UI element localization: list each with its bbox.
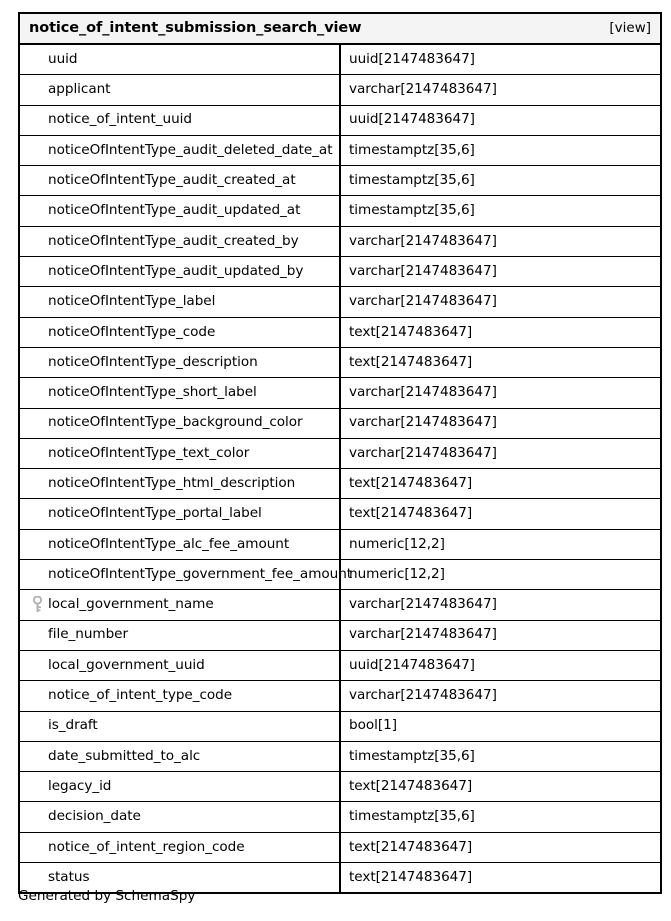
key-slot-empty: [27, 383, 48, 403]
key-slot-empty: [27, 444, 48, 464]
column-name-inner: [20, 348, 339, 377]
column-type-cell: [340, 135, 661, 165]
table-row: [19, 287, 661, 317]
column-name-label: noticeOfIntentType_government_fee_amount: [48, 565, 353, 582]
column-name-label: is_draft: [48, 717, 98, 734]
column-type-cell: [340, 620, 661, 650]
column-type-inner: [341, 227, 660, 256]
table-row: [19, 529, 661, 559]
column-name-label: decision_date: [48, 808, 141, 825]
column-name-label: noticeOfIntentType_short_label: [48, 384, 257, 401]
column-name-inner: [20, 621, 339, 650]
column-name-cell: [19, 590, 340, 620]
column-name-cell: [19, 741, 340, 771]
primary-key-icon: [27, 595, 48, 615]
column-type-label: numeric[12,2]: [349, 535, 445, 552]
column-type-label: text[2147483647]: [349, 838, 473, 855]
column-type-cell: [340, 650, 661, 680]
column-type-label: varchar[2147483647]: [349, 293, 497, 310]
column-type-label: text[2147483647]: [349, 475, 473, 491]
table-row: [19, 135, 661, 165]
column-type-inner: [341, 409, 660, 438]
column-type-inner: [341, 863, 660, 892]
column-type-cell: [340, 287, 661, 317]
column-name-cell: [19, 226, 340, 256]
column-name-inner: [20, 106, 339, 135]
column-type-inner: [341, 590, 660, 619]
column-type-label: varchar[2147483647]: [349, 262, 497, 279]
key-slot-empty: [27, 353, 48, 373]
column-type-label: text[2147483647]: [349, 323, 473, 340]
column-name-cell: [19, 44, 340, 75]
column-name-cell: [19, 620, 340, 650]
key-slot-empty: [27, 656, 48, 676]
column-type-inner: [341, 45, 660, 74]
column-name-inner: [20, 287, 339, 316]
column-name-label: status: [48, 868, 90, 885]
column-type-inner: [341, 742, 660, 771]
column-name-cell: [19, 317, 340, 347]
table-row: [19, 378, 661, 408]
column-type-label: varchar[2147483647]: [349, 626, 497, 643]
table-row: [19, 317, 661, 347]
column-name-cell: [19, 438, 340, 468]
column-type-cell: [340, 257, 661, 287]
column-type-label: timestamptz[35,6]: [349, 202, 475, 219]
table-row: [19, 347, 661, 377]
column-name-cell: [19, 257, 340, 287]
column-name-inner: [20, 772, 339, 801]
table-row: [19, 802, 661, 832]
column-type-inner: [341, 469, 660, 498]
column-name-label: noticeOfIntentType_background_color: [48, 414, 303, 431]
column-type-cell: [340, 44, 661, 75]
column-type-inner: [341, 499, 660, 528]
column-name-inner: [20, 166, 339, 195]
column-type-cell: [340, 75, 661, 105]
column-name-cell: [19, 560, 353, 590]
column-type-cell: [340, 469, 661, 499]
column-type-label: bool[1]: [349, 717, 397, 734]
column-name-label: applicant: [48, 81, 111, 98]
key-slot-empty: [27, 322, 48, 342]
column-type-label: timestamptz[35,6]: [349, 747, 475, 764]
column-name-label: noticeOfIntentType_audit_created_by: [48, 232, 299, 249]
column-name-inner: [20, 318, 339, 347]
table-row: [19, 44, 661, 75]
column-name-cell: [19, 529, 340, 559]
generated-by-footer: Generated by SchemaSpy: [18, 888, 196, 904]
column-type-label: timestamptz[35,6]: [349, 172, 475, 189]
table-row: [19, 408, 661, 438]
column-name-label: notice_of_intent_region_code: [48, 838, 245, 855]
column-name-inner: [20, 227, 339, 256]
column-name-label: noticeOfIntentType_html_description: [48, 475, 296, 491]
column-name-inner: [20, 378, 339, 407]
column-name-inner: [20, 681, 339, 710]
column-name-inner: [20, 712, 339, 741]
table-row: [19, 469, 661, 499]
key-slot-empty: [27, 686, 48, 706]
column-type-label: varchar[2147483647]: [349, 444, 497, 461]
column-type-cell: [340, 347, 661, 377]
key-slot-empty: [27, 777, 48, 797]
table-row: [19, 590, 661, 620]
column-name-cell: [19, 499, 340, 529]
key-slot-empty: [27, 565, 48, 585]
column-name-label: noticeOfIntentType_portal_label: [48, 505, 262, 522]
column-type-cell: [340, 166, 661, 196]
schema-table-body: [19, 13, 661, 44]
column-type-inner: [341, 681, 660, 710]
key-slot-empty: [27, 746, 48, 766]
column-name-label: file_number: [48, 626, 129, 643]
column-name-cell: [19, 408, 340, 438]
table-kind-label: [view]: [609, 19, 651, 36]
column-name-cell: [19, 469, 340, 499]
column-type-cell: [340, 196, 661, 226]
column-name-inner: [20, 136, 339, 165]
column-type-label: uuid[2147483647]: [349, 111, 475, 128]
column-type-inner: [341, 621, 660, 650]
table-row: [19, 560, 661, 590]
column-type-inner: [341, 136, 660, 165]
column-name-inner: [20, 196, 339, 225]
column-name-label: noticeOfIntentType_code: [48, 323, 216, 340]
column-type-cell: [340, 681, 661, 711]
column-type-label: varchar[2147483647]: [349, 384, 497, 401]
column-name-cell: [19, 772, 340, 802]
column-type-cell: [340, 438, 661, 468]
key-slot-empty: [27, 80, 48, 100]
column-type-cell: [340, 317, 661, 347]
column-type-inner: [341, 560, 660, 589]
column-type-cell: [340, 226, 661, 256]
column-type-label: timestamptz[35,6]: [349, 141, 475, 158]
column-name-cell: [19, 802, 340, 832]
table-header-row: [19, 13, 661, 44]
column-type-inner: [341, 106, 660, 135]
key-slot-empty: [27, 625, 48, 645]
column-type-inner: [341, 75, 660, 104]
schema-table-diagram: [18, 12, 662, 894]
column-type-label: timestamptz[35,6]: [349, 808, 475, 825]
column-name-cell: [19, 378, 340, 408]
column-type-inner: [341, 166, 660, 195]
column-name-label: noticeOfIntentType_audit_updated_by: [48, 262, 304, 279]
table-row: [19, 105, 661, 135]
table-row: [19, 711, 661, 741]
column-name-cell: [19, 681, 340, 711]
table-row: [19, 499, 661, 529]
table-row: [19, 166, 661, 196]
key-slot-empty: [27, 868, 48, 888]
table-row: [19, 257, 661, 287]
column-name-label: noticeOfIntentType_label: [48, 293, 216, 310]
column-type-cell: [340, 772, 661, 802]
column-name-inner: [20, 651, 339, 680]
column-type-label: varchar[2147483647]: [349, 81, 497, 98]
table-row: [19, 772, 661, 802]
table-row: [19, 438, 661, 468]
column-type-cell: [340, 560, 661, 590]
column-type-cell: [340, 741, 661, 771]
column-name-inner: [20, 742, 339, 771]
column-type-label: uuid[2147483647]: [349, 50, 475, 67]
column-name-cell: [19, 650, 340, 680]
column-name-inner: [20, 257, 339, 286]
column-name-inner: [20, 530, 339, 559]
key-slot-empty: [27, 413, 48, 433]
key-slot-empty: [27, 262, 48, 282]
column-name-cell: [19, 135, 340, 165]
column-name-inner: [20, 802, 339, 831]
column-type-cell: [340, 408, 661, 438]
column-type-inner: [341, 530, 660, 559]
key-slot-empty: [27, 837, 48, 857]
column-name-inner: [20, 560, 353, 589]
key-slot-empty: [27, 474, 48, 494]
column-name-label: noticeOfIntentType_text_color: [48, 444, 250, 461]
column-type-inner: [341, 772, 660, 801]
column-name-label: noticeOfIntentType_audit_created_at: [48, 172, 296, 189]
column-name-inner: [20, 45, 339, 74]
column-type-label: text[2147483647]: [349, 868, 473, 885]
table-header-cell: [19, 13, 661, 44]
column-name-cell: [19, 832, 340, 862]
column-type-cell: [340, 590, 661, 620]
table-row: [19, 226, 661, 256]
column-name-label: uuid: [48, 50, 78, 67]
column-type-cell: [340, 802, 661, 832]
column-type-label: text[2147483647]: [349, 505, 473, 522]
column-type-inner: [341, 287, 660, 316]
column-type-inner: [341, 712, 660, 741]
key-slot-empty: [27, 201, 48, 221]
column-name-inner: [20, 833, 339, 862]
column-name-label: noticeOfIntentType_audit_deleted_date_at: [48, 141, 333, 158]
column-name-inner: [20, 409, 339, 438]
table-row: [19, 75, 661, 105]
key-slot-empty: [27, 141, 48, 161]
column-name-inner: [20, 75, 339, 104]
column-name-label: local_government_name: [48, 596, 214, 613]
column-name-cell: [19, 105, 340, 135]
table-row: [19, 620, 661, 650]
column-type-label: varchar[2147483647]: [349, 414, 497, 431]
column-name-inner: [20, 590, 339, 619]
column-type-cell: [340, 105, 661, 135]
column-type-inner: [341, 439, 660, 468]
column-type-label: text[2147483647]: [349, 353, 473, 370]
column-name-label: legacy_id: [48, 777, 112, 794]
schema-columns-body: [19, 44, 661, 893]
column-name-cell: [19, 287, 340, 317]
column-type-cell: [340, 711, 661, 741]
key-slot-empty: [27, 807, 48, 827]
column-type-label: numeric[12,2]: [349, 565, 445, 582]
key-slot-empty: [27, 50, 48, 70]
column-name-label: date_submitted_to_alc: [48, 747, 201, 764]
column-type-cell: [340, 499, 661, 529]
column-name-label: notice_of_intent_type_code: [48, 687, 233, 704]
column-name-cell: [19, 196, 340, 226]
column-name-cell: [19, 711, 340, 741]
key-slot-empty: [27, 231, 48, 251]
column-name-label: noticeOfIntentType_alc_fee_amount: [48, 535, 290, 552]
column-name-label: local_government_uuid: [48, 656, 205, 673]
key-slot-empty: [27, 716, 48, 736]
column-type-inner: [341, 318, 660, 347]
column-name-cell: [19, 75, 340, 105]
key-slot-empty: [27, 504, 48, 524]
column-name-label: noticeOfIntentType_description: [48, 353, 258, 370]
column-type-cell: [340, 529, 661, 559]
column-type-inner: [341, 348, 660, 377]
column-name-cell: [19, 347, 340, 377]
column-type-label: varchar[2147483647]: [349, 687, 497, 704]
column-type-label: varchar[2147483647]: [349, 596, 497, 613]
table-title: notice_of_intent_submission_search_view: [29, 20, 362, 37]
table-row: [19, 681, 661, 711]
schema-table: [18, 12, 662, 894]
column-type-label: uuid[2147483647]: [349, 656, 475, 673]
column-type-inner: [341, 833, 660, 862]
key-slot-empty: [27, 171, 48, 191]
column-name-inner: [20, 439, 339, 468]
column-type-label: varchar[2147483647]: [349, 232, 497, 249]
column-name-cell: [19, 166, 340, 196]
key-slot-empty: [27, 534, 48, 554]
table-row: [19, 650, 661, 680]
column-name-label: noticeOfIntentType_audit_updated_at: [48, 202, 301, 219]
column-type-cell: [340, 832, 661, 862]
column-type-cell: [340, 863, 661, 894]
column-name-label: notice_of_intent_uuid: [48, 111, 192, 128]
column-type-cell: [340, 378, 661, 408]
table-row: [19, 196, 661, 226]
column-type-label: text[2147483647]: [349, 777, 473, 794]
column-type-inner: [341, 651, 660, 680]
column-name-inner: [20, 469, 339, 498]
column-name-inner: [20, 499, 339, 528]
column-type-inner: [341, 378, 660, 407]
column-type-inner: [341, 802, 660, 831]
table-header-inner: [20, 14, 660, 43]
table-row: [19, 741, 661, 771]
key-slot-empty: [27, 110, 48, 130]
column-type-inner: [341, 257, 660, 286]
column-type-inner: [341, 196, 660, 225]
table-row: [19, 832, 661, 862]
key-slot-empty: [27, 292, 48, 312]
